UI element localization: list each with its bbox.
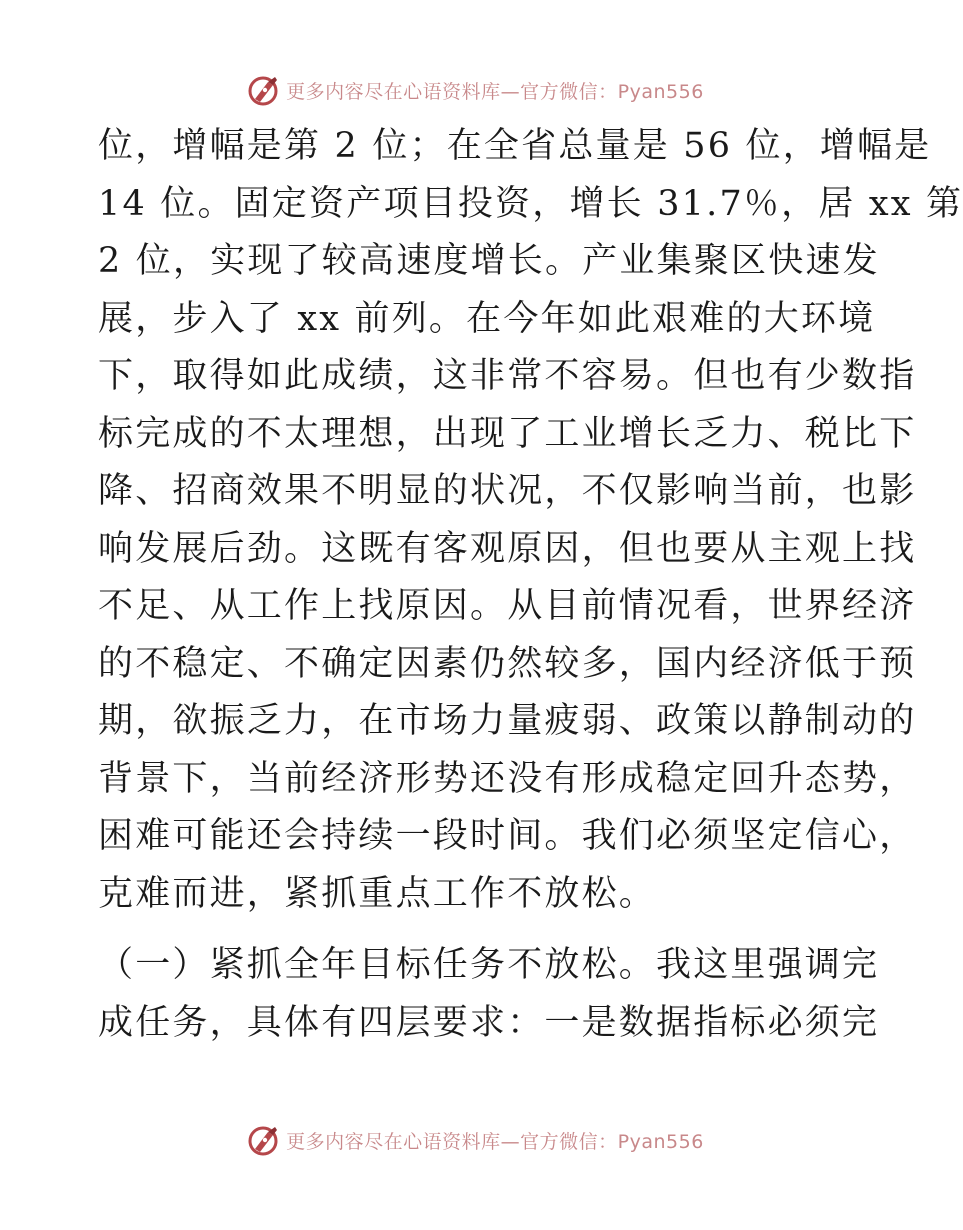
paragraph-gap (98, 923, 858, 937)
text-line: 困难可能还会持续一段时间。我们必须坚定信心， (98, 816, 917, 856)
text-line: 2 位，实现了较高速度增长。产业集聚区快速发 (98, 241, 880, 281)
text-line: 14 位。固定资产项目投资，增长 31.7％，居 xx 第 (98, 183, 963, 224)
pen-nib-circle-logo-icon (246, 1122, 282, 1158)
text-line: 的不稳定、不确定因素仍然较多，国内经济低于预 (98, 643, 917, 684)
text-line: 背景下，当前经济形势还没有形成稳定回升态势， (98, 758, 917, 799)
text-line: 期，欲振乏力，在市场力量疲弱、政策以静制动的 (98, 701, 917, 741)
watermark-text: 更多内容尽在心语资料库—官方微信：Pyan556 (286, 1130, 704, 1153)
paragraph (98, 937, 880, 1052)
watermark-text: 更多内容尽在心语资料库—官方微信：Pyan556 (286, 80, 704, 103)
text-line: 不足、从工作上找原因。从目前情况看，世界经济 (98, 586, 917, 626)
text-line: 成任务，具体有四层要求：一是数据指标必须完 (98, 1002, 880, 1043)
text-line: （一）紧抓全年目标任务不放松。我这里强调完 (98, 945, 880, 985)
text-line: 标完成的不太理想，出现了工业增长乏力、税比下 (98, 413, 917, 454)
text-line: 位，增幅是第 2 位；在全省总量是 56 位，增幅是 (98, 126, 932, 166)
paragraph (98, 118, 963, 923)
watermark-footer (0, 1120, 950, 1160)
watermark-header (0, 70, 950, 110)
text-line: 克难而进，紧抓重点工作不放松。 (98, 873, 657, 914)
document-body (98, 118, 963, 1052)
pen-nib-circle-logo-icon (246, 72, 282, 108)
text-line: 响发展后劲。这既有客观原因，但也要从主观上找 (98, 528, 917, 569)
text-line: 降、招商效果不明显的状况，不仅影响当前，也影 (98, 471, 917, 511)
text-line: 下，取得如此成绩，这非常不容易。但也有少数指 (98, 356, 917, 396)
text-line: 展，步入了 xx 前列。在今年如此艰难的大环境 (98, 298, 876, 339)
